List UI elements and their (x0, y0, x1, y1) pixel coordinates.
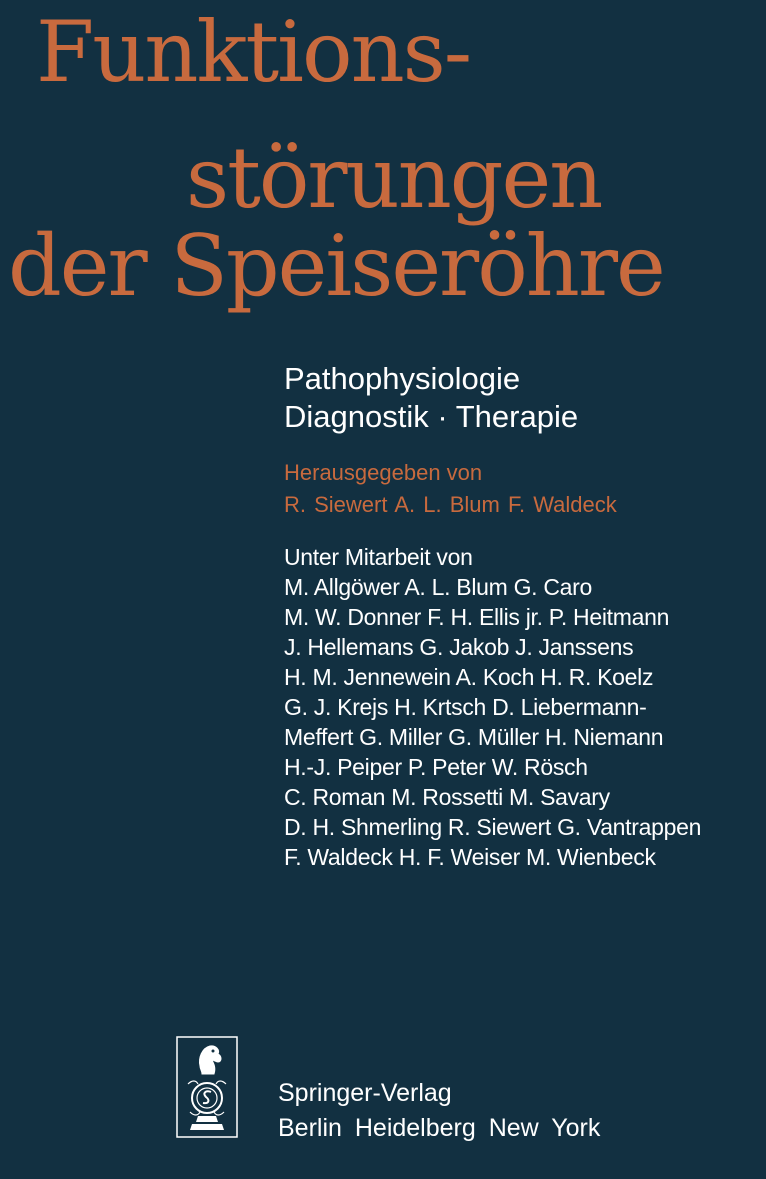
contributor-line: H.-J. Peiper P. Peter W. Rösch (284, 754, 588, 780)
contributor-line: H. M. Jennewein A. Koch H. R. Koelz (284, 664, 654, 690)
contributor-line: J. Hellemans G. Jakob J. Janssens (284, 634, 634, 660)
publisher-cities: Berlin Heidelberg New York (278, 1114, 601, 1142)
contributor-line: D. H. Shmerling R. Siewert G. Vantrappen (284, 814, 702, 840)
title-line-3: der Speiseröhre (8, 217, 664, 315)
publisher-name: Springer-Verlag (278, 1079, 452, 1107)
contributor-line: M. Allgöwer A. L. Blum G. Caro (284, 574, 593, 600)
contributor-line: M. W. Donner F. H. Ellis jr. P. Heitmann (284, 604, 670, 630)
subtitle-line-2: Diagnostik · Therapie (284, 399, 579, 434)
springer-chess-knight-logo-icon (176, 1036, 238, 1138)
editor-names: R. Siewert A. L. Blum F. Waldeck (284, 492, 617, 517)
subtitle-line-1: Pathophysiologie (284, 361, 521, 396)
editors-heading: Herausgegeben von (284, 460, 483, 485)
title-line-1: Funktions- (36, 3, 471, 101)
contributor-line: F. Waldeck H. F. Weiser M. Wienbeck (284, 844, 656, 870)
title-line-2: störungen (186, 129, 602, 227)
contributor-line: Meffert G. Miller G. Müller H. Niemann (284, 724, 664, 750)
contributor-line: C. Roman M. Rossetti M. Savary (284, 784, 610, 810)
contributors-heading: Unter Mitarbeit von (284, 544, 473, 570)
contributor-line: G. J. Krejs H. Krtsch D. Liebermann- (284, 694, 647, 720)
